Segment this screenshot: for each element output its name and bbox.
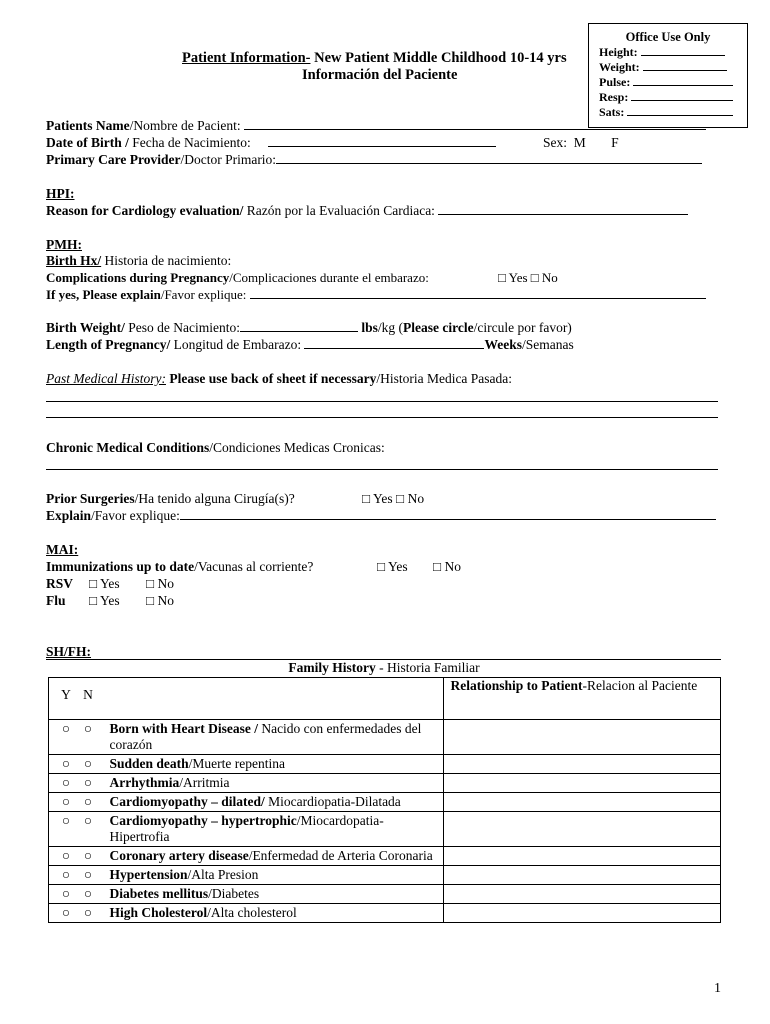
yn-cell: [49, 755, 100, 774]
condition-cell: Arrhythmia/Arritmia: [99, 774, 444, 793]
complications-explain-field[interactable]: [250, 287, 706, 299]
family-history-table: [48, 677, 721, 923]
no-radio[interactable]: ○: [83, 905, 93, 920]
shfh-heading: SH/FH:: [46, 644, 92, 659]
office-height-field[interactable]: Height:: [599, 45, 725, 60]
yes-radio[interactable]: ○: [61, 886, 71, 901]
condition-cell: Coronary artery disease/Enfermedad de Arteria Coronaria: [99, 847, 444, 866]
rsv-no[interactable]: □ No: [146, 576, 175, 591]
flu-yes[interactable]: □ Yes: [89, 593, 120, 608]
yn-header: Y N: [49, 678, 100, 720]
past-history-line-2[interactable]: [46, 417, 718, 418]
yes-radio[interactable]: ○: [61, 905, 71, 920]
relationship-field[interactable]: [444, 720, 721, 755]
rsv-label: RSV: [46, 576, 74, 591]
table-row: [49, 755, 721, 774]
relationship-field[interactable]: [444, 793, 721, 812]
office-resp-field[interactable]: Resp:: [599, 90, 733, 105]
yes-radio[interactable]: ○: [61, 756, 71, 771]
page-subtitle: Información del Paciente: [302, 67, 458, 83]
no-radio[interactable]: ○: [83, 775, 93, 790]
patient-name-row: Patients Name/Nombre de Pacient:: [46, 118, 706, 134]
condition-cell: Born with Heart Disease / Nacido con enfermedades del corazón: [99, 720, 444, 755]
relationship-field[interactable]: [444, 885, 721, 904]
table-row: [49, 904, 721, 923]
office-sats-field[interactable]: Sats:: [599, 105, 733, 120]
complications-yes-no[interactable]: □ Yes □ No: [498, 270, 558, 285]
dob-row: Date of Birth / Fecha de Nacimiento:: [46, 135, 496, 151]
yn-cell: [49, 866, 100, 885]
prior-surgeries-row: Prior Surgeries/Ha tenido alguna Cirugía(s)?: [46, 491, 295, 506]
birth-weight-field[interactable]: [240, 320, 358, 332]
relationship-field[interactable]: [444, 812, 721, 847]
table-row: [49, 866, 721, 885]
yn-cell: [49, 812, 100, 847]
table-row: [49, 793, 721, 812]
yn-cell: [49, 793, 100, 812]
pregnancy-length-row: Length of Pregnancy/ Longitud de Embarazo: Weeks/Semanas: [46, 337, 574, 352]
immunizations-yes[interactable]: □ Yes: [377, 559, 408, 574]
relationship-field[interactable]: [444, 904, 721, 923]
office-title: Office Use Only: [625, 30, 711, 44]
pregnancy-length-field[interactable]: [304, 337, 484, 349]
office-pulse-field[interactable]: Pulse:: [599, 75, 733, 90]
table-row: [49, 847, 721, 866]
no-radio[interactable]: ○: [83, 867, 93, 882]
sex-f-option[interactable]: F: [611, 135, 619, 150]
page-number: 1: [714, 981, 721, 996]
condition-cell: Cardiomyopathy – hypertrophic/Miocardopatia-Hipertrofia: [99, 812, 444, 847]
yes-radio[interactable]: ○: [61, 794, 71, 809]
table-row: [49, 812, 721, 847]
pcp-row: Primary Care Provider/Doctor Primario:: [46, 152, 702, 168]
reason-field[interactable]: [438, 203, 688, 215]
no-radio[interactable]: ○: [83, 848, 93, 863]
table-row: [49, 774, 721, 793]
surgeries-explain-field[interactable]: [180, 508, 716, 520]
yn-cell: [49, 720, 100, 755]
no-radio[interactable]: ○: [83, 813, 93, 828]
patient-name-field[interactable]: [244, 118, 706, 130]
yes-radio[interactable]: ○: [61, 813, 71, 828]
complications-row: Complications during Pregnancy/Complicaciones durante el embarazo:: [46, 270, 429, 285]
complications-explain-row: If yes, Please explain/Favor explique:: [46, 287, 706, 303]
condition-header: [99, 678, 444, 720]
rsv-yes[interactable]: □ Yes: [89, 576, 120, 591]
condition-cell: Diabetes mellitus/Diabetes: [99, 885, 444, 904]
reason-row: Reason for Cardiology evaluation/ Razón por la Evaluación Cardiaca:: [46, 203, 688, 219]
yes-radio[interactable]: ○: [61, 867, 71, 882]
surgeries-yes-no[interactable]: □ Yes □ No: [362, 491, 425, 506]
family-history-header-row: [49, 678, 721, 720]
table-row: [49, 885, 721, 904]
condition-cell: Cardiomyopathy – dilated/ Miocardiopatia-Dilatada: [99, 793, 444, 812]
condition-cell: High Cholesterol/Alta cholesterol: [99, 904, 444, 923]
immunizations-row: Immunizations up to date/Vacunas al corriente?: [46, 559, 314, 574]
relationship-field[interactable]: [444, 774, 721, 793]
office-use-box: [588, 23, 748, 128]
no-radio[interactable]: ○: [83, 886, 93, 901]
relationship-field[interactable]: [444, 866, 721, 885]
relationship-header: Relationship to Patient-Relacion al Paciente: [444, 678, 721, 720]
flu-no[interactable]: □ No: [146, 593, 175, 608]
past-history-line-1[interactable]: [46, 401, 718, 402]
relationship-field[interactable]: [444, 847, 721, 866]
immunizations-no[interactable]: □ No: [433, 559, 462, 574]
family-history-title: Family History - Historia Familiar: [288, 660, 480, 675]
condition-cell: Sudden death/Muerte repentina: [99, 755, 444, 774]
yn-cell: [49, 885, 100, 904]
pcp-field[interactable]: [276, 152, 702, 164]
chronic-conditions-row: Chronic Medical Conditions/Condiciones Medicas Cronicas:: [46, 440, 385, 455]
flu-label: Flu: [46, 593, 66, 608]
no-radio[interactable]: ○: [83, 721, 93, 736]
condition-cell: Hypertension/Alta Presion: [99, 866, 444, 885]
yes-radio[interactable]: ○: [61, 721, 71, 736]
relationship-field[interactable]: [444, 755, 721, 774]
surgeries-explain-row: Explain/Favor explique:: [46, 508, 716, 524]
birth-hx-row: Birth Hx/ Historia de nacimiento:: [46, 253, 232, 268]
past-medical-history-row: Past Medical History: Please use back of sheet if necessary/Historia Medica Pasada:: [46, 371, 513, 386]
no-radio[interactable]: ○: [83, 794, 93, 809]
pmh-heading: PMH:: [46, 237, 82, 252]
yn-cell: [49, 847, 100, 866]
yn-cell: [49, 904, 100, 923]
yes-radio[interactable]: ○: [61, 848, 71, 863]
chronic-conditions-line[interactable]: [46, 469, 718, 470]
page-title: Patient Information- New Patient Middle Childhood 10-14 yrs: [182, 50, 567, 66]
yn-cell: [49, 774, 100, 793]
sex-m-option[interactable]: M: [573, 135, 586, 150]
dob-field[interactable]: [268, 135, 496, 147]
sex-row: Sex: M F: [543, 135, 619, 150]
yes-radio[interactable]: ○: [61, 775, 71, 790]
hpi-heading: HPI:: [46, 186, 75, 201]
mai-heading: MAI:: [46, 542, 79, 557]
table-row: [49, 720, 721, 755]
birth-weight-row: Birth Weight/ Peso de Nacimiento: lbs/kg (Please circle/circule por favor): [46, 320, 572, 335]
no-radio[interactable]: ○: [83, 756, 93, 771]
office-weight-field[interactable]: Weight:: [599, 60, 727, 75]
